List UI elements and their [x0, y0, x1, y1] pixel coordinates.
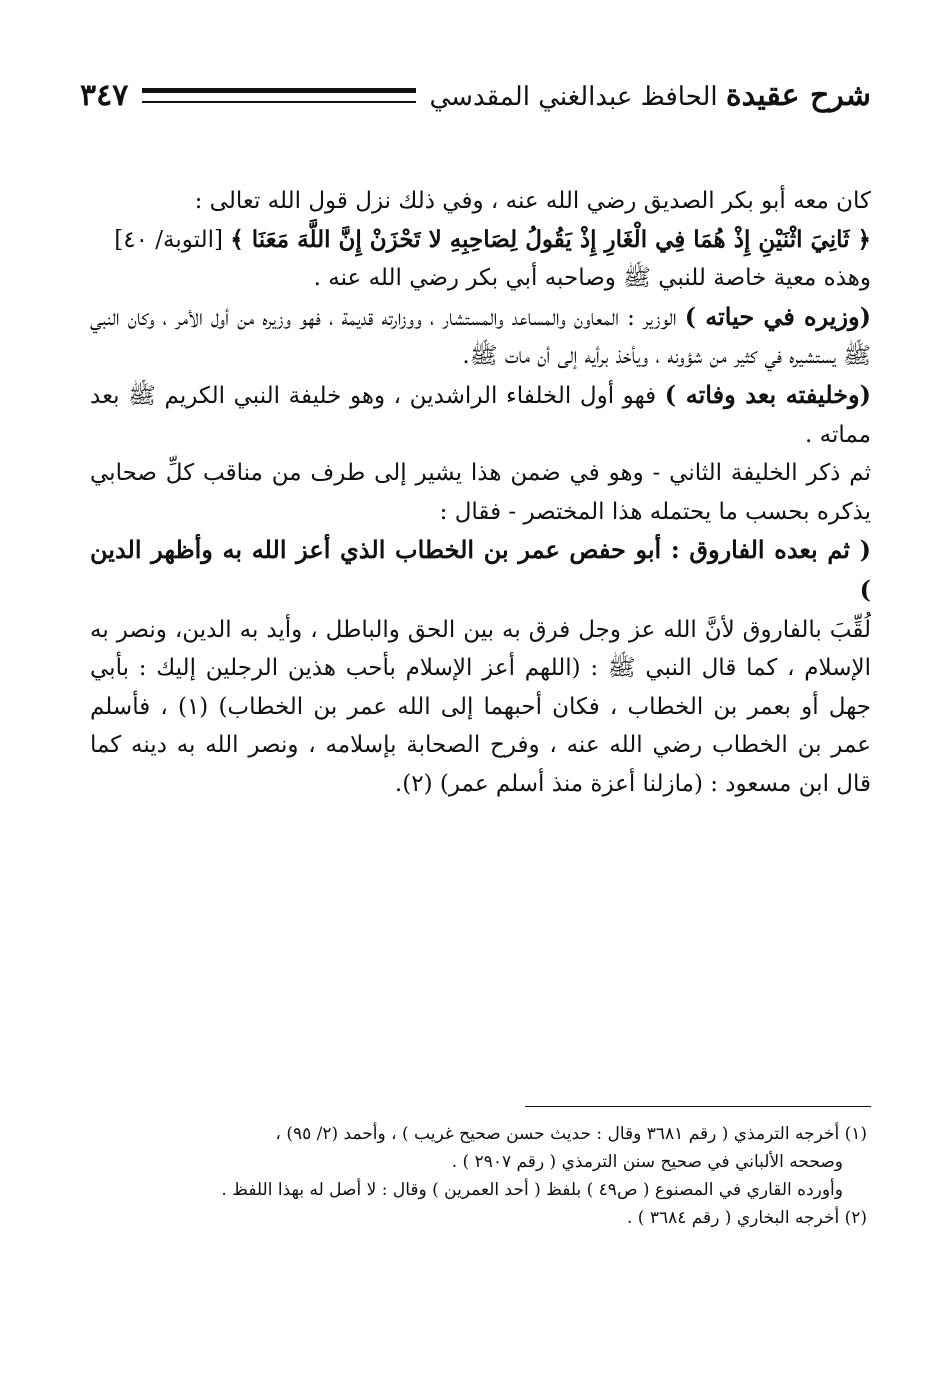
header-rule: [142, 88, 415, 103]
footnote-ref-1[interactable]: (١): [177, 693, 209, 720]
p2-text: الوزير : المعاون والمساعد والمستشار ، ووزارته قديمة ، فهو وزيره من أول الأمر ، وكان النبي ﷺ يستشيره في كثير من شؤونه ، ويأخذ برأيه إلى أن مات ﷺ.: [90, 304, 871, 370]
paragraph-1: [90, 182, 871, 298]
paragraph-5: [90, 531, 871, 610]
p6-end: .: [394, 770, 403, 797]
p3-heading: (وخليفته بعد وفاته ): [664, 379, 872, 409]
main-text: [90, 182, 871, 804]
p5-heading: ( ثم بعده الفاروق : أبو حفص عمر بن الخطاب الذي أعز الله به وأظهر الدين ): [90, 535, 871, 604]
running-header: [80, 70, 871, 120]
page-number: ٣٤٧: [80, 77, 129, 113]
p2-heading: (وزيره في حياته ): [684, 301, 871, 331]
footnote-separator: [525, 1106, 871, 1107]
footnote-1-line-3: وأورده القاري في المصنوع ( ص٤٩ ) بلفظ ( أحد العمرين ) وقال : لا أصل له بهذا اللفظ .: [221, 1180, 843, 1200]
p3-text: فهو أول الخلفاء الراشدين ، وهو خليفة النبي الكريم ﷺ بعد مماته .: [90, 382, 871, 448]
footnote-2: (٢) أخرجه البخاري ( رقم ٣٦٨٤ ) .: [626, 1208, 867, 1228]
book-title: [430, 78, 872, 113]
paragraph-4: [90, 454, 871, 531]
footnote-1-line-2: وصححه الألباني في صحيح سنن الترمذي ( رقم ٢٩٠٧ ) .: [451, 1152, 843, 1172]
quran-verse: ﴿ ثَانِيَ اثْنَيْنِ إِذْ هُمَا فِي الْغَارِ إِذْ يَقُولُ لِصَاحِبِهِ لا تَحْزَنْ إِنَّ اللَّهَ مَعَنَا ﴾: [230, 225, 871, 253]
paragraph-3: [90, 376, 871, 454]
footnote-ref-2[interactable]: (٢): [402, 770, 433, 797]
p6-text-2: ، فأسلم عمر بن الخطاب رضي الله عنه ، وفرح الصحابة بإسلامه ، ونصر الله به دينه كما قال ابن مسعود : (مازلنا أعزة منذ أسلم عمر): [90, 693, 871, 797]
paragraph-2: [90, 298, 871, 376]
footnotes: [96, 1120, 867, 1232]
verse-reference: [التوبة/ ٤٠]: [114, 226, 223, 253]
p1-line-1: كان معه أبو بكر الصديق رضي الله عنه ، وفي ذلك نزل قول الله تعالى :: [194, 188, 871, 214]
p4-text: ثم ذكر الخليفة الثاني - وهو في ضمن هذا يشير إلى طرف من مناقب كلِّ صحابي يذكره بحسب ما يحتمله هذا المختصر - فقال :: [90, 460, 871, 525]
book-title-rest: الحافظ عبدالغني المقدسي: [429, 81, 718, 112]
paragraph-6: [90, 611, 871, 804]
p1-line-3: وهذه معية خاصة للنبي ﷺ وصاحبه أبي بكر رضي الله عنه .: [313, 265, 871, 292]
book-title-bold: شرح عقيدة: [725, 77, 871, 113]
p6-text: لُقِّبَ بالفاروق لأنَّ الله عز وجل فرق به بين الحق والباطل ، وأيد به الدين، ونصر به الإسلام ، كما قال النبي ﷺ : (اللهم أعز الإسلام بأحب هذين الرجلين إليك : بأبي جهل أو بعمر بن الخطاب ، فكان أحبهما إلى الله عمر بن الخطاب): [90, 616, 872, 720]
footnote-1-line-1: (١) أخرجه الترمذي ( رقم ٣٦٨١ وقال : حديث حسن صحيح غريب ) ، وأحمد (٢/ ٩٥) ،: [275, 1124, 867, 1144]
